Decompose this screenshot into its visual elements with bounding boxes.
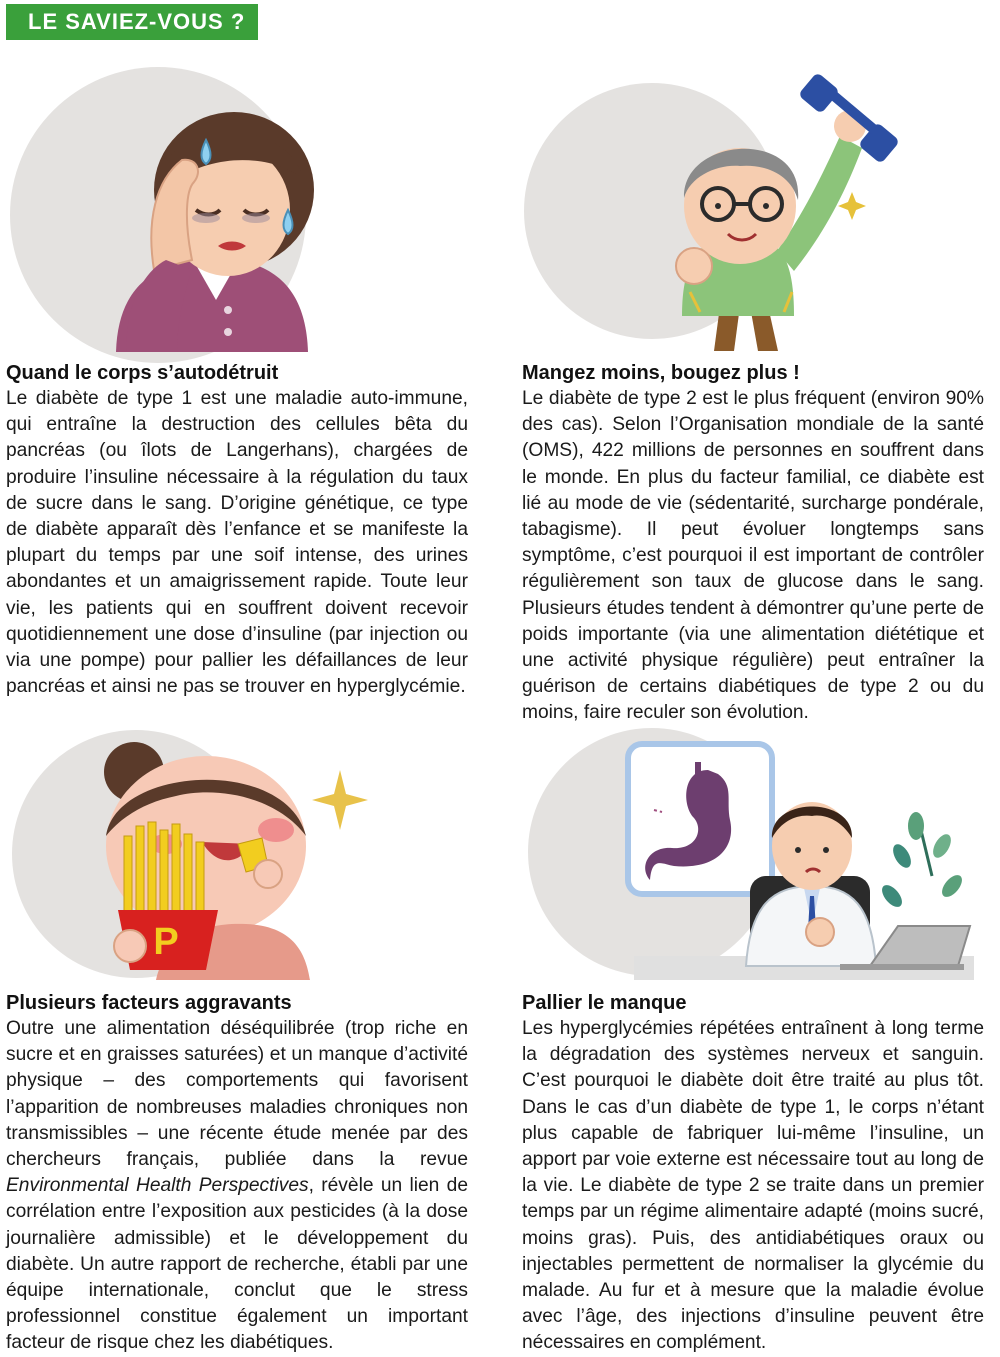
section-type2 (522, 360, 984, 727)
section-aggravating-factors (6, 990, 468, 1357)
section-title: Mangez moins, bougez plus ! (522, 362, 800, 384)
section-banner (6, 4, 258, 40)
section-title: Pallier le manque (522, 992, 687, 1014)
section-type1 (6, 360, 468, 700)
section-title: Quand le corps s’autodétruit (6, 362, 279, 384)
journal-title: Environmental Health Perspectives (6, 1175, 309, 1197)
section-body (6, 1016, 468, 1357)
sick-woman-illustration (6, 60, 326, 352)
doctor-stomach-illustration (522, 726, 982, 980)
section-body-part: Outre une alimentation déséquilibrée (trop riche en sucre et en graisses saturées) et un manque d’activité physique – des comportements qui favorisent l’apparition de nombreuses maladies chroniques non transmissibles – une récente étude menée par des chercheurs français, publiée dans la revue (6, 1018, 468, 1171)
fries-box-letter: P (153, 921, 179, 963)
section-title: Plusieurs facteurs aggravants (6, 992, 292, 1014)
section-body-part: , révèle un lien de corrélation entre l’exposition aux pesticides (à la dose journalière admissible) et le développement du diabète. Un autre rapport de recherche, établi par une équipe internationale, conclut que le stress professionnel constitue également un important facteur de risque chez les diabétiques. (6, 1175, 468, 1354)
banner-label: LE SAVIEZ-VOUS ? (28, 9, 246, 34)
fries-girl-illustration (6, 726, 376, 980)
section-body: Le diabète de type 1 est une maladie auto-immune, qui entraîne la destruction des cellules bêta du pancréas (ou îlots de Langerhans), chargées de produire l’insuline nécessaire à la régulation du taux de sucre dans le sang. D’origine génétique, ce type de diabète apparaît dès l’enfance et se manifeste la plupart du temps par une soif intense, des urines abondantes et un amaigrissement rapide. Toute leur vie, les patients qui en souffrent doivent recevoir quotidiennement une dose d’insuline (par injection ou via une pompe) pour pallier les défaillances de leur pancréas et ainsi ne pas se trouver en hyperglycémie. (6, 388, 468, 698)
section-body: Le diabète de type 2 est le plus fréquent (environ 90% des cas). Selon l’Organisation mondiale de la santé (OMS), 422 millions de personnes en souffrent dans le monde. En plus du facteur familial, ce diabète est lié au mode de vie (sédentarité, surcharge pondérale, tabagisme). Il peut évoluer longtemps sans symptôme, c’est pourquoi il est important de contrôler régulièrement son taux de glucose dans le sang. Plusieurs études tendent à démontrer qu’une perte de poids importante (via une alimentation diététique et une activité physique régulière) peut entraîner la guérison de certains diabétiques de type 2 ou du moins, faire reculer son évolution. (522, 388, 984, 724)
exercising-man-illustration (522, 66, 922, 358)
section-treatment (522, 990, 984, 1357)
section-body: Les hyperglycémies répétées entraînent à long terme la dégradation des systèmes nerveux et sanguin. C’est pourquoi le diabète doit être traité au plus tôt. Dans le cas d’un diabète de type 1, le corps n’étant plus capable de fabriquer lui-même l’insuline, un apport par voie externe est nécessaire tout au long de la vie. Le diabète de type 2 se traite dans un premier temps par un régime alimentaire adapté (moins sucré, moins gras). Puis, des antidiabétiques oraux ou injectables permettent de normaliser la glycémie du malade. Au fur et à mesure que la maladie évolue avec l’âge, des injections d’insuline peuvent être nécessaires en complément. (522, 1018, 984, 1354)
